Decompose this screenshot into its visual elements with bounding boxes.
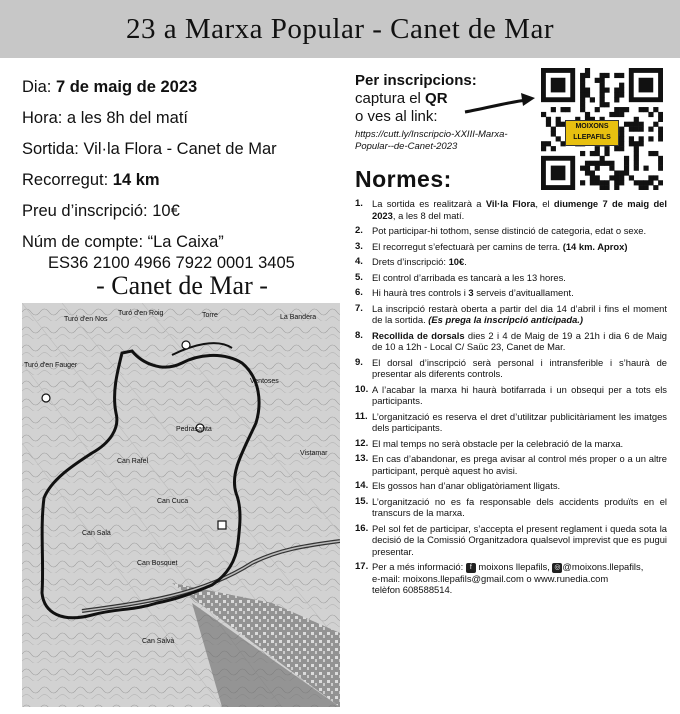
map-label: La Bandera: [280, 314, 317, 321]
instagram-link[interactable]: @moixons.llepafils,: [562, 561, 644, 572]
map-label: Pedrasanta: [176, 426, 212, 433]
map-title: - Canet de Mar -: [96, 271, 268, 300]
rule-item: 15. L’organització no es fa responsable dels accidents produïts en el transcurs de la marxa.: [355, 495, 667, 518]
map-label: Can Cuca: [157, 498, 189, 505]
inscription-line1: captura el QR: [355, 90, 448, 107]
email-line[interactable]: e-mail: moixons.llepafils@gmail.com o www.runedia.com: [372, 572, 609, 584]
page-title: 23 a Marxa Popular - Canet de Mar: [125, 13, 554, 45]
rule-item: 3. El recorregut s’efectuarà per camins de terra. (14 km. Aprox): [355, 240, 628, 252]
map-label: Can Salvà: [142, 638, 175, 645]
rule-item: 9. El dorsal d’inscripció serà personal i intransferible i s’haurà de presentar als diferents controls.: [355, 356, 667, 379]
rules-list: [355, 198, 667, 600]
info-sortida: Sortida: Vil·la Flora - Canet de Mar: [22, 140, 277, 158]
rule-item: 10. A l’acabar la marxa hi haurà botifarrada i un obsequi per a tots els participants.: [355, 383, 667, 406]
rule-item: 14. Els gossos han d’anar obligatòriament lligats.: [355, 480, 561, 491]
map-label: Turó d'en Nos: [64, 316, 108, 323]
inscription-link[interactable]: https://cutt.ly/Inscripcio-XXIII-Marxa-Popular--de-Canet-2023: [355, 129, 508, 152]
info-recorregut: Recorregut: 14 km: [22, 171, 160, 189]
map-label: Can Bosquet: [137, 560, 178, 567]
info-hora: Hora: a les 8h del matí: [22, 109, 188, 127]
rule-item: 12. El mal temps no serà obstacle per la celebració de la marxa.: [355, 437, 624, 449]
info-preu: Preu d’inscripció: 10€: [22, 202, 180, 220]
facebook-link[interactable]: moixons llepafils,: [478, 561, 550, 572]
rule-item: 6. Hi haurà tres controls i 3 serveis d’avituallament.: [355, 287, 574, 298]
info-compte: Núm de compte: “La Caixa”: [22, 233, 224, 251]
event-info: [22, 77, 342, 273]
rule-item: 1. La sortida es realitzarà a Vil·la Flora, el diumenge 7 de maig del 2023, a les 8 del matí.: [355, 198, 668, 221]
map-label: Turó d'en Fauger: [24, 362, 78, 369]
facebook-icon[interactable]: f: [466, 563, 476, 573]
rule-item: 4. Drets d’inscripció: 10€.: [355, 256, 467, 267]
recorregut-value: 14 km: [112, 171, 160, 189]
rule-item: 2. Pot participar-hi tothom, sense distinció de categoria, edat o sexe.: [355, 225, 647, 236]
route-map: [22, 303, 340, 707]
map-label: Turó d'en Roig: [118, 310, 164, 317]
rule-item: 7. La inscripció restarà oberta a partir del dia 14 d’abril i fins el moment de la sortida. (Es prega la inscripció anticipada.): [355, 302, 667, 325]
header-banner: [0, 0, 680, 58]
map-label: Vistamar: [300, 450, 328, 457]
moixons-logo: MOIXONS LLEPAFILS: [565, 120, 619, 146]
rule-item: 11. L’organització es reserva el dret d’utilitzar publicitàriament les imatges dels participants.: [355, 410, 667, 433]
rule-item: 8. Recollida de dorsals dies 2 i 4 de Maig de 19 a 21h i dia 6 de Maig de 10 a 12h - Local C/ Saüc 23, Canet de Mar.: [355, 329, 667, 352]
rule-item: 5. El control d’arribada es tancarà a les 13 hores.: [355, 271, 566, 283]
rule-item: 13. En cas d’abandonar, es prega avisar al control més proper o a un altre participant, perquè aquest ho avisi.: [355, 453, 667, 476]
instagram-icon[interactable]: ◎: [554, 563, 561, 571]
normes-title: Normes:: [355, 166, 452, 192]
map-label: Ventoses: [250, 378, 279, 385]
map-label: Torre: [202, 312, 218, 319]
inscription-line2: o ves al link:: [355, 108, 438, 125]
dia-value: 7 de maig de 2023: [55, 78, 198, 96]
phone-line: telèfon 608588514.: [372, 584, 453, 596]
map-label: Can Rafel: [117, 458, 149, 465]
route-map-svg: [22, 303, 340, 707]
rule-item: 16. Pel sol fet de participar, s’accepta el present reglament i queda sota la decisió de la Comissió Organitzadora qualsevol imprevist que es pugui presentar.: [355, 522, 667, 557]
inscription-title: Per inscripcions:: [355, 72, 477, 89]
map-label: Can Sala: [82, 530, 111, 537]
info-iban: ES36 2100 4966 7922 0001 3405: [48, 254, 295, 272]
arrow-right-icon: [463, 92, 539, 116]
rule-item: 17. Per a més informació: f moixons llepafils, ◎ @moixons.llepafils, e-mail: moixons.llepafils@gmail.com o www.runedia.com telèfon 608588514.: [355, 561, 644, 596]
info-dia: Dia: 7 de maig de 2023: [22, 78, 198, 96]
